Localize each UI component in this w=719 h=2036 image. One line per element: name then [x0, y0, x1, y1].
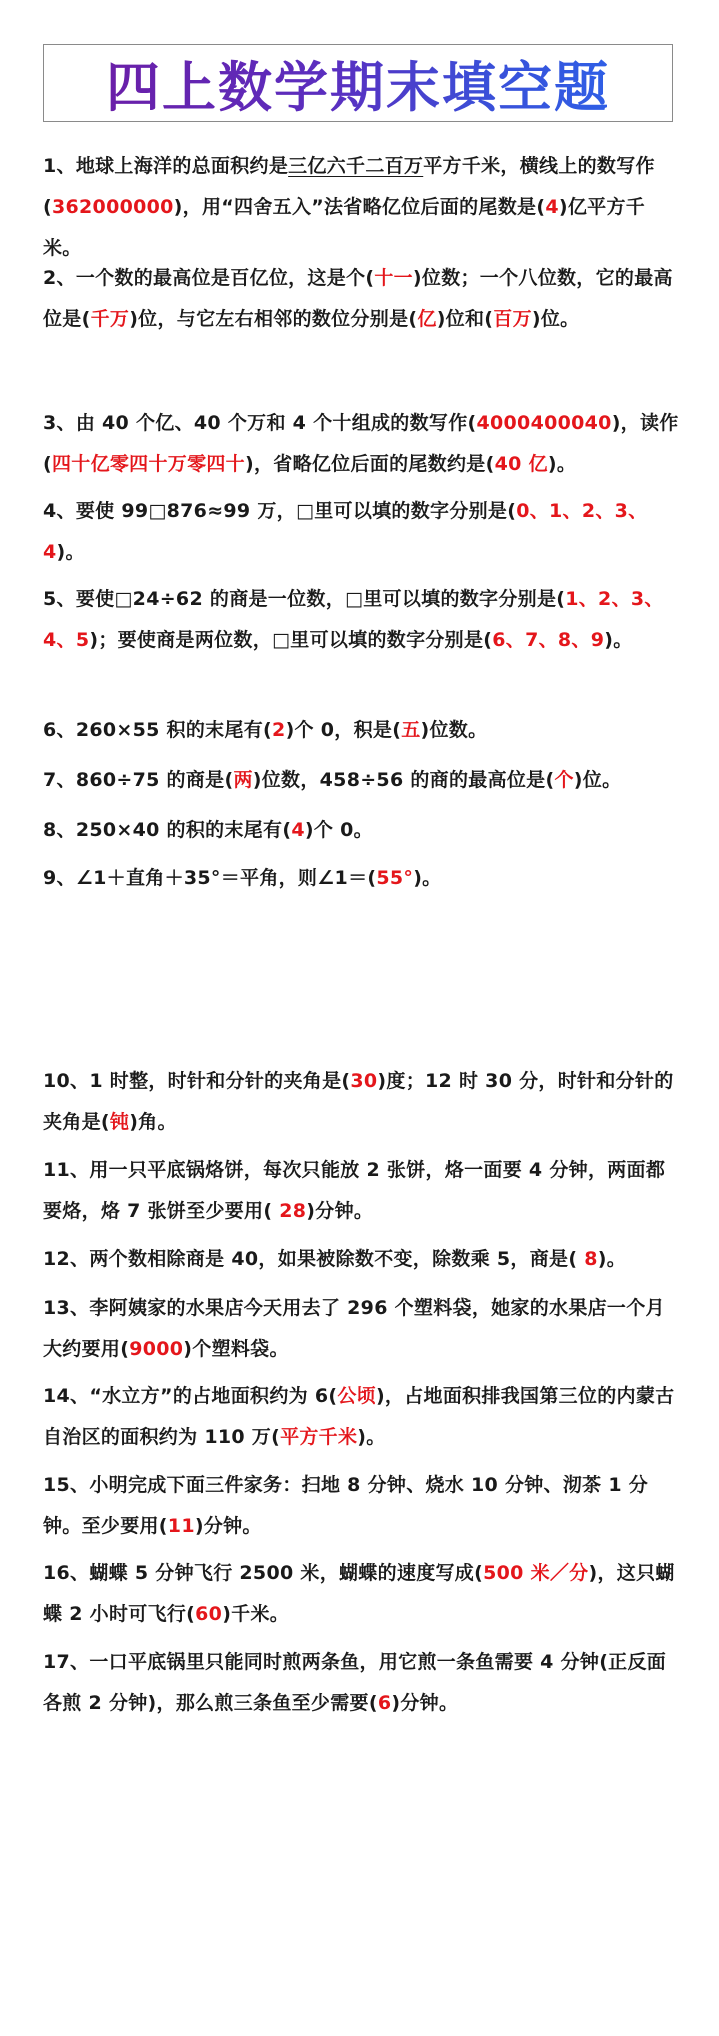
question-text: )，省略亿位后面的尾数约是( [245, 453, 495, 475]
answer-text: 4 [291, 819, 305, 841]
question-text: )分钟。 [306, 1200, 374, 1222]
question-text: 16、蝴蝶 5 分钟飞行 2500 米，蝴蝶的速度写成( [43, 1562, 484, 1584]
answer-text: 百万 [493, 308, 532, 330]
answer-text: 四十亿零四十万零四十 [51, 453, 245, 475]
question-text: )。 [547, 453, 577, 475]
question-10 [43, 1061, 679, 1143]
question-text: 13、李阿姨家的水果店今天用去了 296 个塑料袋，她家的水果店一个月大约要用( [43, 1297, 665, 1360]
answer-text: 亿 [417, 308, 437, 330]
question-text: 8、250×40 的积的末尾有( [43, 819, 292, 841]
question-text: )位，与它左右相邻的数位分别是( [129, 308, 418, 330]
question-text: )。 [604, 629, 633, 651]
question-text: )位。 [531, 308, 580, 330]
question-2 [43, 258, 679, 340]
answer-text: 钝 [109, 1111, 130, 1133]
question-8 [43, 810, 679, 851]
question-text: )，这只蝴蝶 2 小时可飞行( [43, 1562, 675, 1625]
question-text: 1、地球上海洋的总面积约是 [43, 155, 289, 177]
question-5 [43, 579, 679, 661]
question-15 [43, 1465, 679, 1547]
question-text: 14、“水立方”的占地面积约为 6( [43, 1385, 338, 1407]
question-text: 3、由 40 个亿、40 个万和 4 个十组成的数写作( [43, 412, 477, 434]
title-box [43, 44, 673, 122]
question-text: 9、∠1＋直角＋35°＝平角，则∠1＝( [43, 867, 377, 889]
question-text: 平方千米，横线上的数写作( [43, 155, 655, 218]
question-text: )。 [56, 541, 85, 563]
answer-text: 0、1、2、3、4 [43, 500, 648, 563]
answer-text: 2 [272, 719, 286, 741]
answer-text: 40 亿 [494, 453, 548, 475]
answer-text: 6、7、8、9 [492, 629, 605, 651]
question-1 [43, 146, 679, 269]
question-text: )；要使商是两位数，□里可以填的数字分别是( [89, 629, 493, 651]
question-13 [43, 1288, 679, 1370]
question-text: 2、一个数的最高位是百亿位，这是个( [43, 267, 375, 289]
answer-text: 30 [350, 1070, 378, 1092]
question-text: )，占地面积排我国第三位的内蒙古自治区的面积约为 110 万( [43, 1385, 675, 1448]
answer-text: 9000 [129, 1338, 184, 1360]
question-text: )。 [413, 867, 442, 889]
question-12 [43, 1239, 679, 1280]
answer-text: 平方千米 [280, 1426, 358, 1448]
question-7 [43, 760, 679, 801]
answer-text: 362000000 [51, 196, 174, 218]
question-text: )，用“四舍五入”法省略亿位后面的尾数是( [173, 196, 546, 218]
page-title: 四上数学期末填空题 [106, 45, 610, 122]
answer-text: 个 [554, 769, 574, 791]
answer-text: 五 [401, 719, 421, 741]
question-text: )角。 [129, 1111, 177, 1133]
underlined-text: 三亿六千二百万 [288, 155, 424, 177]
answer-text: 60 [195, 1603, 223, 1625]
answer-text: 11 [167, 1515, 195, 1537]
question-9 [43, 858, 679, 899]
question-14 [43, 1376, 679, 1458]
answer-text: 55° [376, 867, 414, 889]
question-text: )度；12 时 30 分，时针和分针的夹角是( [43, 1070, 674, 1133]
question-text: )位数。 [420, 719, 488, 741]
question-text: )亿平方千米。 [43, 196, 646, 259]
question-text: )分钟。 [391, 1692, 459, 1714]
answer-text: 8 [584, 1248, 598, 1270]
answer-text: 28 [279, 1200, 307, 1222]
question-text: 11、用一只平底锅烙饼，每次只能放 2 张饼，烙一面要 4 分钟，两面都要烙，烙 7 张饼至少要用( [43, 1159, 666, 1222]
question-text: 17、一口平底锅里只能同时煎两条鱼，用它煎一条鱼需要 4 分钟(正反面各煎 2 分钟)，那么煎三条鱼至少需要( [43, 1651, 667, 1714]
question-text: 4、要使 99□876≈99 万，□里可以填的数字分别是( [43, 500, 517, 522]
question-text: )位和( [436, 308, 494, 330]
question-text: )个 0。 [304, 819, 373, 841]
question-text: )。 [357, 1426, 386, 1448]
question-text: )位。 [573, 769, 622, 791]
question-text: 12、两个数相除商是 40，如果被除数不变，除数乘 5，商是( [43, 1248, 585, 1270]
answer-text: 十一 [374, 267, 413, 289]
question-text: )分钟。 [194, 1515, 262, 1537]
answer-text: 两 [233, 769, 253, 791]
question-16 [43, 1553, 679, 1635]
answer-text: 500 米／分 [483, 1562, 589, 1584]
answer-text: 公顷 [337, 1385, 376, 1407]
question-text: )位数；一个八位数，它的最高位是( [43, 267, 673, 330]
answer-text: 6 [377, 1692, 392, 1714]
question-text: 10、1 时整，时针和分针的夹角是( [43, 1070, 351, 1092]
question-6 [43, 710, 679, 751]
question-text: )。 [597, 1248, 627, 1270]
question-text: )，读作( [43, 412, 679, 475]
question-text: )个塑料袋。 [183, 1338, 289, 1360]
answer-text: 1、2、3、4、5 [43, 588, 664, 651]
question-text: 7、860÷75 的商是( [43, 769, 234, 791]
question-text: 6、260×55 积的末尾有( [43, 719, 273, 741]
question-3 [43, 403, 679, 485]
question-11 [43, 1150, 679, 1232]
question-text: )位数，458÷56 的商的最高位是( [252, 769, 555, 791]
answer-text: 千万 [90, 308, 130, 330]
question-text: 5、要使□24÷62 的商是一位数，□里可以填的数字分别是( [43, 588, 566, 610]
question-text: )千米。 [222, 1603, 290, 1625]
question-text: )个 0，积是( [285, 719, 402, 741]
answer-text: 4000400040 [476, 412, 612, 434]
answer-text: 4 [545, 196, 559, 218]
question-4 [43, 491, 679, 573]
question-text: 15、小明完成下面三件家务：扫地 8 分钟、烧水 10 分钟、沏茶 1 分钟。至少要用( [43, 1474, 649, 1537]
question-17 [43, 1642, 679, 1724]
